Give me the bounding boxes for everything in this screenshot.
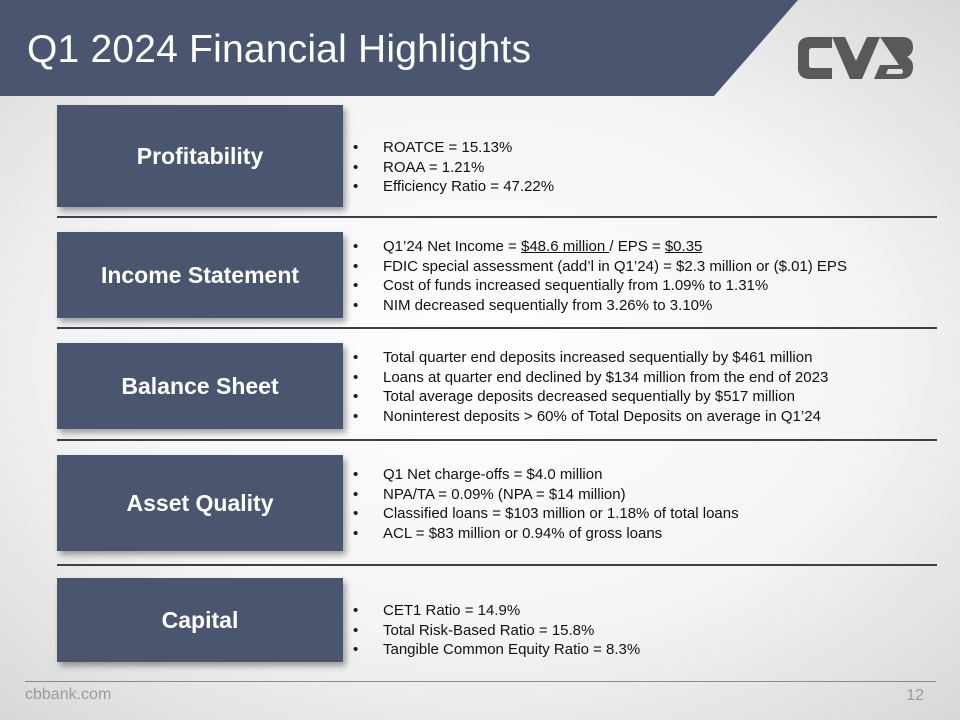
list-item: • Total quarter end deposits increased sequentially by $461 million	[352, 348, 828, 368]
section-label-text: Income Statement	[100, 261, 300, 288]
list-item: • Q1 Net charge-offs = $4.0 million	[352, 465, 739, 485]
section-label-text: Asset Quality	[126, 489, 274, 516]
section-label-text: Balance Sheet	[121, 372, 279, 399]
section-label-income-statement	[57, 232, 343, 318]
footer-url: cbbank.com	[25, 686, 112, 703]
list-item: • Efficiency Ratio = 47.22%	[352, 177, 554, 197]
list-item: • FDIC special assessment (add’l in Q1’24) = $2.3 million or ($.01) EPS	[352, 257, 847, 277]
list-item: • Noninterest deposits > 60% of Total Deposits on average in Q1’24	[352, 407, 828, 427]
list-item: • Tangible Common Equity Ratio = 8.3%	[352, 640, 640, 660]
cvb-logo-icon	[796, 34, 914, 82]
section-label-profitability	[57, 105, 343, 207]
list-item: • CET1 Ratio = 14.9%	[352, 601, 640, 621]
list-item: • Total Risk-Based Ratio = 15.8%	[352, 621, 640, 641]
section-divider	[57, 327, 937, 329]
asset-quality-bullets	[352, 465, 739, 543]
list-item: • Cost of funds increased sequentially from 1.09% to 1.31%	[352, 276, 847, 296]
list-item: • NPA/TA = 0.09% (NPA = $14 million)	[352, 485, 739, 505]
list-item: • Loans at quarter end declined by $134 million from the end of 2023	[352, 368, 828, 388]
eps-prefix: / EPS =	[609, 238, 665, 255]
net-income-prefix: Q1’24 Net Income =	[383, 238, 521, 255]
section-divider	[57, 216, 937, 218]
eps-value: $0.35	[664, 238, 703, 255]
section-divider	[57, 439, 937, 441]
net-income-value: $48.6 million	[521, 238, 610, 255]
list-item: • Total average deposits decreased sequentially by $517 million	[352, 387, 828, 407]
section-label-asset-quality	[57, 455, 343, 551]
section-label-balance-sheet	[57, 343, 343, 429]
list-item: • Classified loans = $103 million or 1.18% of total loans	[352, 504, 739, 524]
page-number: 12	[906, 687, 924, 704]
list-item: • ACL = $83 million or 0.94% of gross loans	[352, 524, 739, 544]
capital-bullets	[352, 601, 640, 660]
list-item: • NIM decreased sequentially from 3.26% to 3.10%	[352, 296, 847, 316]
list-item: • ROATCE = 15.13%	[352, 138, 554, 158]
profitability-bullets	[352, 138, 554, 197]
section-label-capital	[57, 578, 343, 662]
section-label-text: Profitability	[136, 142, 264, 169]
page-title: Q1 2024 Financial Highlights	[27, 28, 532, 71]
balance-sheet-bullets	[352, 348, 828, 426]
section-label-text: Capital	[161, 606, 239, 633]
income-statement-bullets	[352, 237, 847, 315]
list-item: • ROAA = 1.21%	[352, 158, 554, 178]
section-divider	[57, 564, 937, 566]
footer-rule	[25, 681, 936, 682]
list-item	[352, 237, 847, 257]
